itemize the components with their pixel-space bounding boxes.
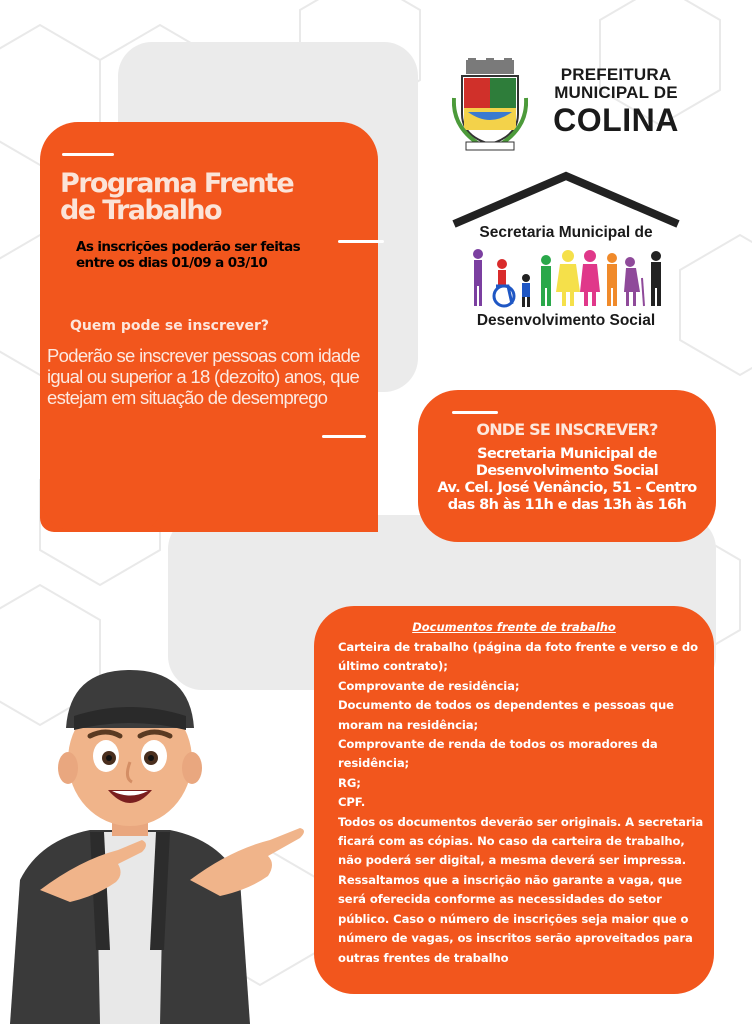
where-hours: das 8h às 11h e das 13h às 16h [447, 497, 687, 513]
document-item: RG; [338, 775, 361, 790]
where-body [418, 446, 716, 514]
where-line2: Desenvolvimento Social [475, 463, 659, 479]
prefeitura-line2: MUNICIPAL DE [554, 83, 678, 102]
cartoon-man-illustration [0, 650, 320, 1024]
secretaria-bottom-text: Desenvolvimento Social [476, 312, 656, 329]
who-heading: Quem pode se inscrever? [70, 318, 270, 334]
where-line1: Secretaria Municipal de [477, 446, 657, 462]
documents-title: Documentos frente de trabalho [412, 620, 616, 634]
document-item: Ressaltamos que a inscrição não garante a vaga, que será oferecida conforme as necessidades do setor público. Caso o número de inscrições seja maior que o número de vagas, os inscritos serão aproveitados para outras frentes de trabalho [338, 872, 693, 965]
program-card-bump [40, 400, 160, 532]
people-group-icon [470, 248, 666, 310]
prefeitura-line3: COLINA [553, 102, 679, 138]
document-item: Comprovante de renda de todos os moradores da residência; [338, 737, 658, 771]
documents-card [314, 606, 714, 994]
document-item: Carteira de trabalho (página da foto frente e verso e do último contrato); [338, 640, 698, 674]
decor-line [452, 411, 498, 414]
document-item: Comprovante de residência; [338, 678, 520, 693]
document-item: Documento de todos os dependentes e pessoas que moram na residência; [338, 698, 674, 732]
who-text: Poderão se inscrever pessoas com idade igual ou superior a 18 (dezoito) anos, que estejam em situação de desemprego [47, 345, 360, 408]
program-title-line1: Programa Frente [60, 168, 294, 199]
document-item: Todos os documentos deverão ser originais. A secretaria ficará com as cópias. No caso da carteira de trabalho, não poderá ser digital, a mesma deverá ser impressa. [338, 814, 704, 868]
subtitle-line1: As inscrições poderão ser feitas [76, 239, 301, 255]
where-address: Av. Cel. José Venâncio, 51 - Centro [437, 480, 697, 496]
where-card [418, 390, 716, 542]
prefeitura-line1: PREFEITURA [560, 65, 672, 84]
decor-line [322, 435, 366, 438]
prefeitura-name [536, 66, 696, 138]
program-title-line2: de Trabalho [60, 195, 221, 226]
documents-list [338, 638, 708, 968]
program-subtitle [76, 239, 368, 271]
secretaria-logo [446, 170, 686, 340]
where-heading: ONDE SE INSCREVER? [476, 420, 658, 439]
secretaria-top-text: Secretaria Municipal de [479, 224, 653, 241]
house-roof-icon [446, 170, 686, 230]
program-title [60, 170, 360, 224]
decor-line [62, 153, 114, 156]
document-item: CPF. [338, 795, 366, 810]
coat-of-arms-icon [452, 58, 528, 154]
subtitle-line2: entre os dias 01/09 a 03/10 [76, 255, 268, 271]
prefeitura-logo [452, 58, 692, 154]
